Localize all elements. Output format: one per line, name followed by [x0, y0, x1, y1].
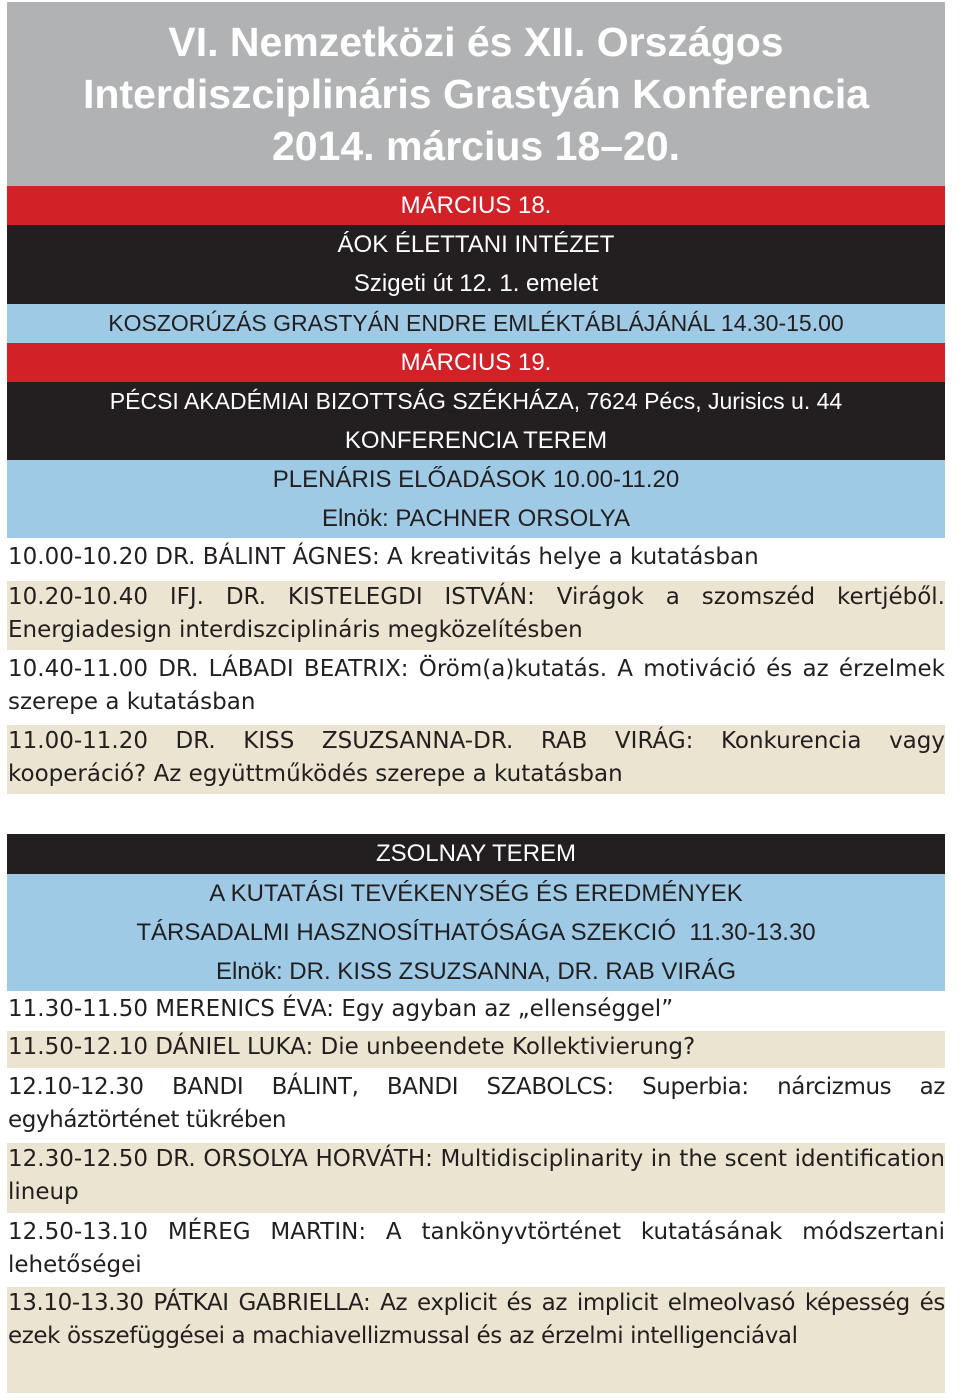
- talk-item: 10.40-11.00 DR. LÁBADI BEATRIX: Öröm(a)kutatás. A motiváció és az érzelmek szerepe a kutatásban: [7, 653, 945, 723]
- day1-date: MÁRCIUS 18.: [7, 186, 945, 225]
- talk-item: 12.30-12.50 DR. ORSOLYA HORVÁTH: Multidisciplinarity in the scent identification lineup: [7, 1143, 945, 1213]
- talk-item: 12.10-12.30 BANDI BÁLINT, BANDI SZABOLCS: Superbia: nárcizmus az egyháztörténet tükrében: [7, 1071, 945, 1141]
- talk-item: 13.10-13.30 PÁTKAI GABRIELLA: Az explicit és az implicit elmeolvasó képesség és ezek összefüggései a machiavellizmussal és az érzelmi intelligenciával: [7, 1287, 945, 1393]
- session2-title-line-1: A KUTATÁSI TEVÉKENYSÉG ÉS EREDMÉNYEK: [7, 874, 945, 913]
- day2-session-title: PLENÁRIS ELŐADÁSOK 10.00-11.20: [7, 460, 945, 499]
- conference-title: [7, 2, 945, 186]
- talk-item: 12.50-13.10 MÉREG MARTIN: A tankönyvtörténet kutatásának módszertani lehetőségei: [7, 1216, 945, 1285]
- day1-address: Szigeti út 12. 1. emelet: [7, 264, 945, 304]
- day2-session-chair: Elnök: PACHNER ORSOLYA: [7, 499, 945, 538]
- session2-title-line-2: TÁRSADALMI HASZNOSÍTHATÓSÁGA SZEKCIÓ 11.30-13.30: [7, 913, 945, 952]
- day1-event: KOSZORÚZÁS GRASTYÁN ENDRE EMLÉKTÁBLÁJÁNÁL 14.30-15.00: [7, 304, 945, 343]
- talk-item: 11.50-12.10 DÁNIEL LUKA: Die unbeendete Kollektivierung?: [7, 1031, 945, 1068]
- day1-venue: ÁOK ÉLETTANI INTÉZET: [7, 225, 945, 264]
- title-dates: 2014. március 18–20.: [271, 123, 681, 169]
- session2-chair: Elnök: DR. KISS ZSUZSANNA, DR. RAB VIRÁG: [7, 952, 945, 991]
- day2-venue: PÉCSI AKADÉMIAI BIZOTTSÁG SZÉKHÁZA, 7624 Pécs, Jurisics u. 44: [7, 382, 945, 421]
- talk-item: 10.00-10.20 DR. BÁLINT ÁGNES: A kreativitás helye a kutatásban: [7, 541, 945, 577]
- day2-date: MÁRCIUS 19.: [7, 343, 945, 382]
- title-line-2: Interdiszciplináris Grastyán Konferencia: [82, 71, 870, 117]
- title-line-1: VI. Nemzetközi és XII. Országos: [168, 19, 784, 65]
- day2-room: KONFERENCIA TEREM: [7, 421, 945, 460]
- session2-room: ZSOLNAY TEREM: [7, 834, 945, 874]
- talk-item: 11.00-11.20 DR. KISS ZSUZSANNA-DR. RAB VIRÁG: Konkurencia vagy kooperáció? Az együttműködés szerepe a kutatásban: [7, 725, 945, 794]
- talk-item: 11.30-11.50 MERENICS ÉVA: Egy agyban az „ellenséggel”: [7, 993, 945, 1029]
- talk-item: 10.20-10.40 IFJ. DR. KISTELEGDI ISTVÁN: Virágok a szomszéd kertjéből. Energiadesign interdiszciplináris megközelítésben: [7, 581, 945, 650]
